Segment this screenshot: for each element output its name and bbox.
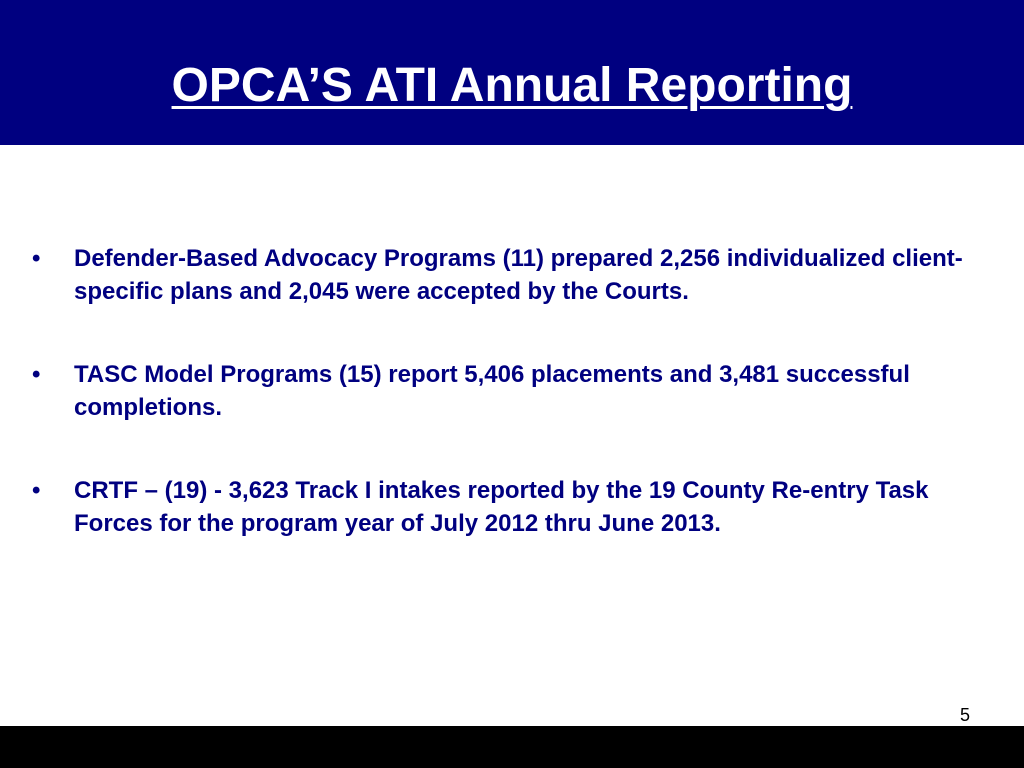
bullet-item [28, 474, 988, 540]
bullet-marker: • [32, 245, 41, 272]
slide-title: OPCA’S ATI Annual Reporting [171, 59, 853, 112]
bullet-list [28, 242, 988, 590]
bullet-text: Defender-Based Advocacy Programs (11) prepared 2,256 individualized client-specific plans and 2,045 were accepted by the Courts. [74, 245, 963, 305]
bullet-item [28, 358, 988, 424]
footer-bar [0, 726, 1024, 768]
bullet-text: CRTF – (19) - 3,623 Track I intakes reported by the 19 County Re-entry Task Forces for the program year of July 2012 thru June 2013. [74, 477, 929, 537]
bullet-text: TASC Model Programs (15) report 5,406 placements and 3,481 successful completions. [74, 361, 910, 421]
bullet-marker: • [32, 477, 41, 504]
title-bar [0, 0, 1024, 145]
page-number: 5 [959, 705, 970, 725]
bullet-marker: • [32, 361, 41, 388]
bullet-item [28, 242, 988, 308]
